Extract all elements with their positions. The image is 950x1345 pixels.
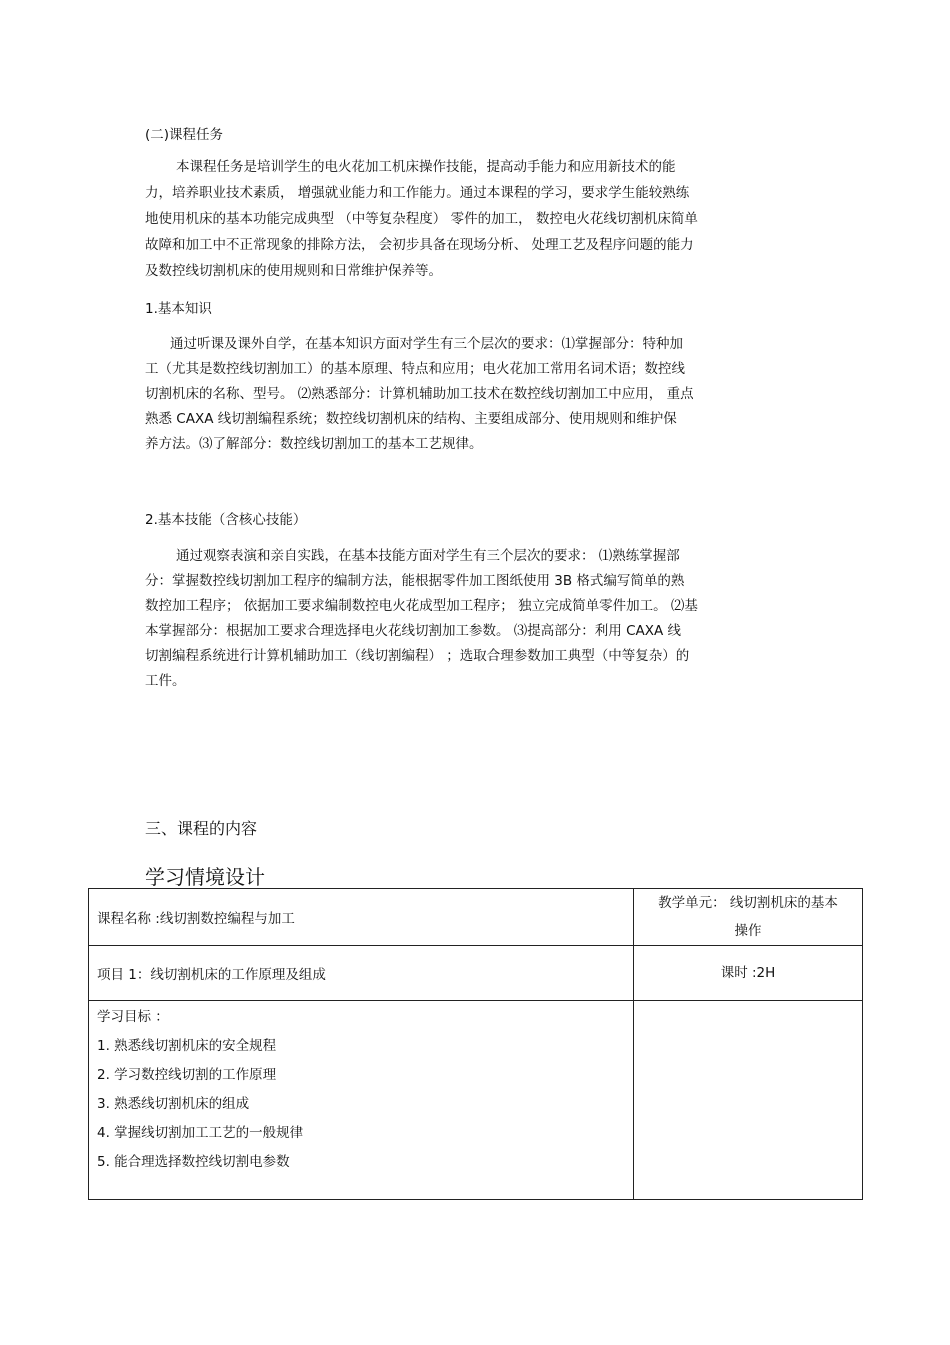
learning-situation-table [88,888,863,1200]
paragraph-line: 通过观察表演和亲自实践，在基本技能方面对学生有三个层次的要求： ⑴熟练掌握部 [176,548,680,564]
paragraph-line: 熟悉 CAXA 线切割编程系统；数控线切割机床的结构、主要组成部分、使用规则和维护保 [145,411,677,427]
teaching-unit-cell [634,889,863,946]
course-name-cell: 课程名称 :线切割数控编程与加工 [89,889,634,946]
table-row [89,889,863,946]
paragraph-line: 数控加工程序； 依据加工要求编制数控电火花成型加工程序； 独立完成简单零件加工。 ⑵基 [145,598,698,614]
paragraph-line: 力，培养职业技术素质， 增强就业能力和工作能力。通过本课程的学习，要求学生能较熟练 [145,185,690,201]
paragraph-line: 分：掌握数控线切割加工程序的编制方法，能根据零件加工图纸使用 3B 格式编写简单的熟 [145,573,685,589]
list-item: 3. 熟悉线切割机床的组成 [97,1096,250,1112]
learning-goals-title: 学习目标 ： [97,1009,169,1025]
paragraph-line: 本掌握部分：根据加工要求合理选择电火花线切割加工参数。 ⑶提高部分：利用 CAXA 线 [145,623,682,639]
paragraph-line: 切割编程系统进行计算机辅助加工（线切割编程） ；选取合理参数加工典型（中等复杂）的 [145,648,690,664]
paragraph-line: 地使用机床的基本功能完成典型 （中等复杂程度） 零件的加工， 数控电火花线切割机床简单 [145,211,698,227]
learning-goals-cell [89,1001,634,1200]
list-item: 2. 学习数控线切割的工作原理 [97,1067,277,1083]
list-item: 5. 能合理选择数控线切割电参数 [97,1154,290,1170]
paragraph-line: 养方法。⑶了解部分：数控线切割加工的基本工艺规律。 [145,436,483,452]
section-heading-course-content: 三、课程的内容 [145,819,258,838]
page-title-learning-situation: 学习情境设计 [145,865,265,889]
paragraph-line: 工（尤其是数控线切割加工）的基本原理、特点和应用；电火花加工常用名词术语；数控线 [145,361,685,377]
table-row [89,1001,863,1200]
paragraph-line: 及数控线切割机床的使用规则和日常维护保养等。 [145,263,442,279]
section-heading-course-task: (二)课程任务 [145,127,224,143]
list-item: 4. 掌握线切割加工工艺的一般规律 [97,1125,304,1141]
paragraph-line: 工件。 [145,673,186,689]
paragraph-line: 本课程任务是培训学生的电火花加工机床操作技能，提高动手能力和应用新技术的能 [176,159,676,175]
project-cell: 项目 1：线切割机床的工作原理及组成 [89,946,634,1001]
section-heading-basic-knowledge: 1.基本知识 [145,301,212,317]
paragraph-line: 切割机床的名称、型号。 ⑵熟悉部分：计算机辅助加工技术在数控线切割加工中应用， 重点 [145,386,694,402]
section-heading-basic-skills: 2.基本技能（含核心技能） [145,512,307,528]
table-row [89,946,863,1001]
class-hours-cell: 课时 :2H [634,946,863,1001]
paragraph-line: 通过听课及课外自学，在基本知识方面对学生有三个层次的要求：⑴掌握部分：特种加 [170,336,683,352]
paragraph-line: 故障和加工中不正常现象的排除方法， 会初步具备在现场分析、 处理工艺及程序问题的能力 [145,237,694,253]
empty-cell [634,1001,863,1200]
teaching-unit-text: 教学单元： 线切割机床的基本操作 [658,895,838,939]
list-item: 1. 熟悉线切割机床的安全规程 [97,1038,277,1054]
